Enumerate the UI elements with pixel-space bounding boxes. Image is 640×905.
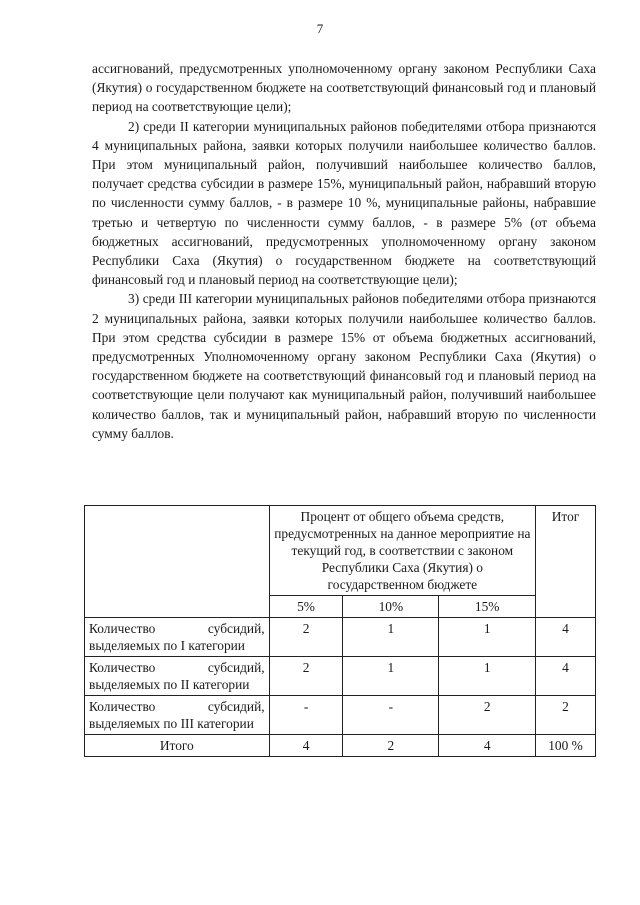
row-label: Количество субсидий, выделяемых по I категории <box>85 618 270 657</box>
row-label: Количество субсидий, выделяемых по III категории <box>85 696 270 735</box>
table-row <box>85 618 596 657</box>
footer-total: 100 % <box>536 735 596 757</box>
table-cell: 2 <box>439 696 536 735</box>
table-cell: 4 <box>439 735 536 757</box>
row-total: 2 <box>536 696 596 735</box>
table-header-row <box>85 506 596 596</box>
percent-col-header: 5% <box>269 596 343 618</box>
table-cell: 1 <box>343 618 439 657</box>
table-cell: 2 <box>269 618 343 657</box>
percent-header: Процент от общего объема средств, предусмотренных на данное мероприятие на текущий год, в соответствии с законом Республики Саха (Якутия) о государственном бюджете <box>269 506 535 596</box>
empty-corner-cell <box>85 506 270 618</box>
footer-label: Итого <box>85 735 270 757</box>
table-cell: 1 <box>343 657 439 696</box>
paragraph: 3) среди III категории муниципальных районов победителями отбора признаются 2 муниципальных района, заявки которых получили наибольшее количество баллов. При этом средства субсидии в размере 15% от объема бюджетных ассигнований, предусмотренных Уполномоченному органу законом Республики Саха (Якутия) о государственном бюджете на соответствующий финансовый год и плановый период на соответствующие цели получают как муниципальный район, получивший наибольшее количество баллов, так и муниципальный район, набравший вторую по численности сумму баллов. <box>92 291 596 441</box>
table-cell: 1 <box>439 657 536 696</box>
table-cell: - <box>269 696 343 735</box>
table-footer-row <box>85 735 596 757</box>
total-header: Итог <box>536 506 596 618</box>
table-cell: - <box>343 696 439 735</box>
table-cell: 2 <box>269 657 343 696</box>
body-text <box>92 59 596 443</box>
table-cell: 4 <box>269 735 343 757</box>
subsidy-distribution-table <box>84 505 596 757</box>
percent-col-header: 15% <box>439 596 536 618</box>
percent-col-header: 10% <box>343 596 439 618</box>
table-cell: 2 <box>343 735 439 757</box>
row-label: Количество субсидий, выделяемых по II категории <box>85 657 270 696</box>
table-row <box>85 696 596 735</box>
page-number: 7 <box>316 21 324 36</box>
paragraph: ассигнований, предусмотренных уполномоченному органу законом Республики Саха (Якутия) о государственном бюджете на соответствующий финансовый год и плановый период на соответствующие цели); <box>92 61 596 115</box>
row-total: 4 <box>536 618 596 657</box>
paragraph: 2) среди II категории муниципальных районов победителями отбора признаются 4 муниципальных района, заявки которых получили наибольшее количество баллов. При этом муниципальный район, получивший наибольшее количество баллов, получает средства субсидии в размере 15%, муниципальный район, набравший вторую по численности сумму баллов, - в размере 10 %, муниципальные районы, набравшие третью и четвертую по численности сумму баллов, - в размере 5% (от объема бюджетных ассигнований, предусмотренных уполномоченному органу законом Республики Саха (Якутия) о государственном бюджете на соответствующий финансовый год и плановый период на соответствующие цели); <box>92 118 596 288</box>
table-cell: 1 <box>439 618 536 657</box>
row-total: 4 <box>536 657 596 696</box>
table-row <box>85 657 596 696</box>
